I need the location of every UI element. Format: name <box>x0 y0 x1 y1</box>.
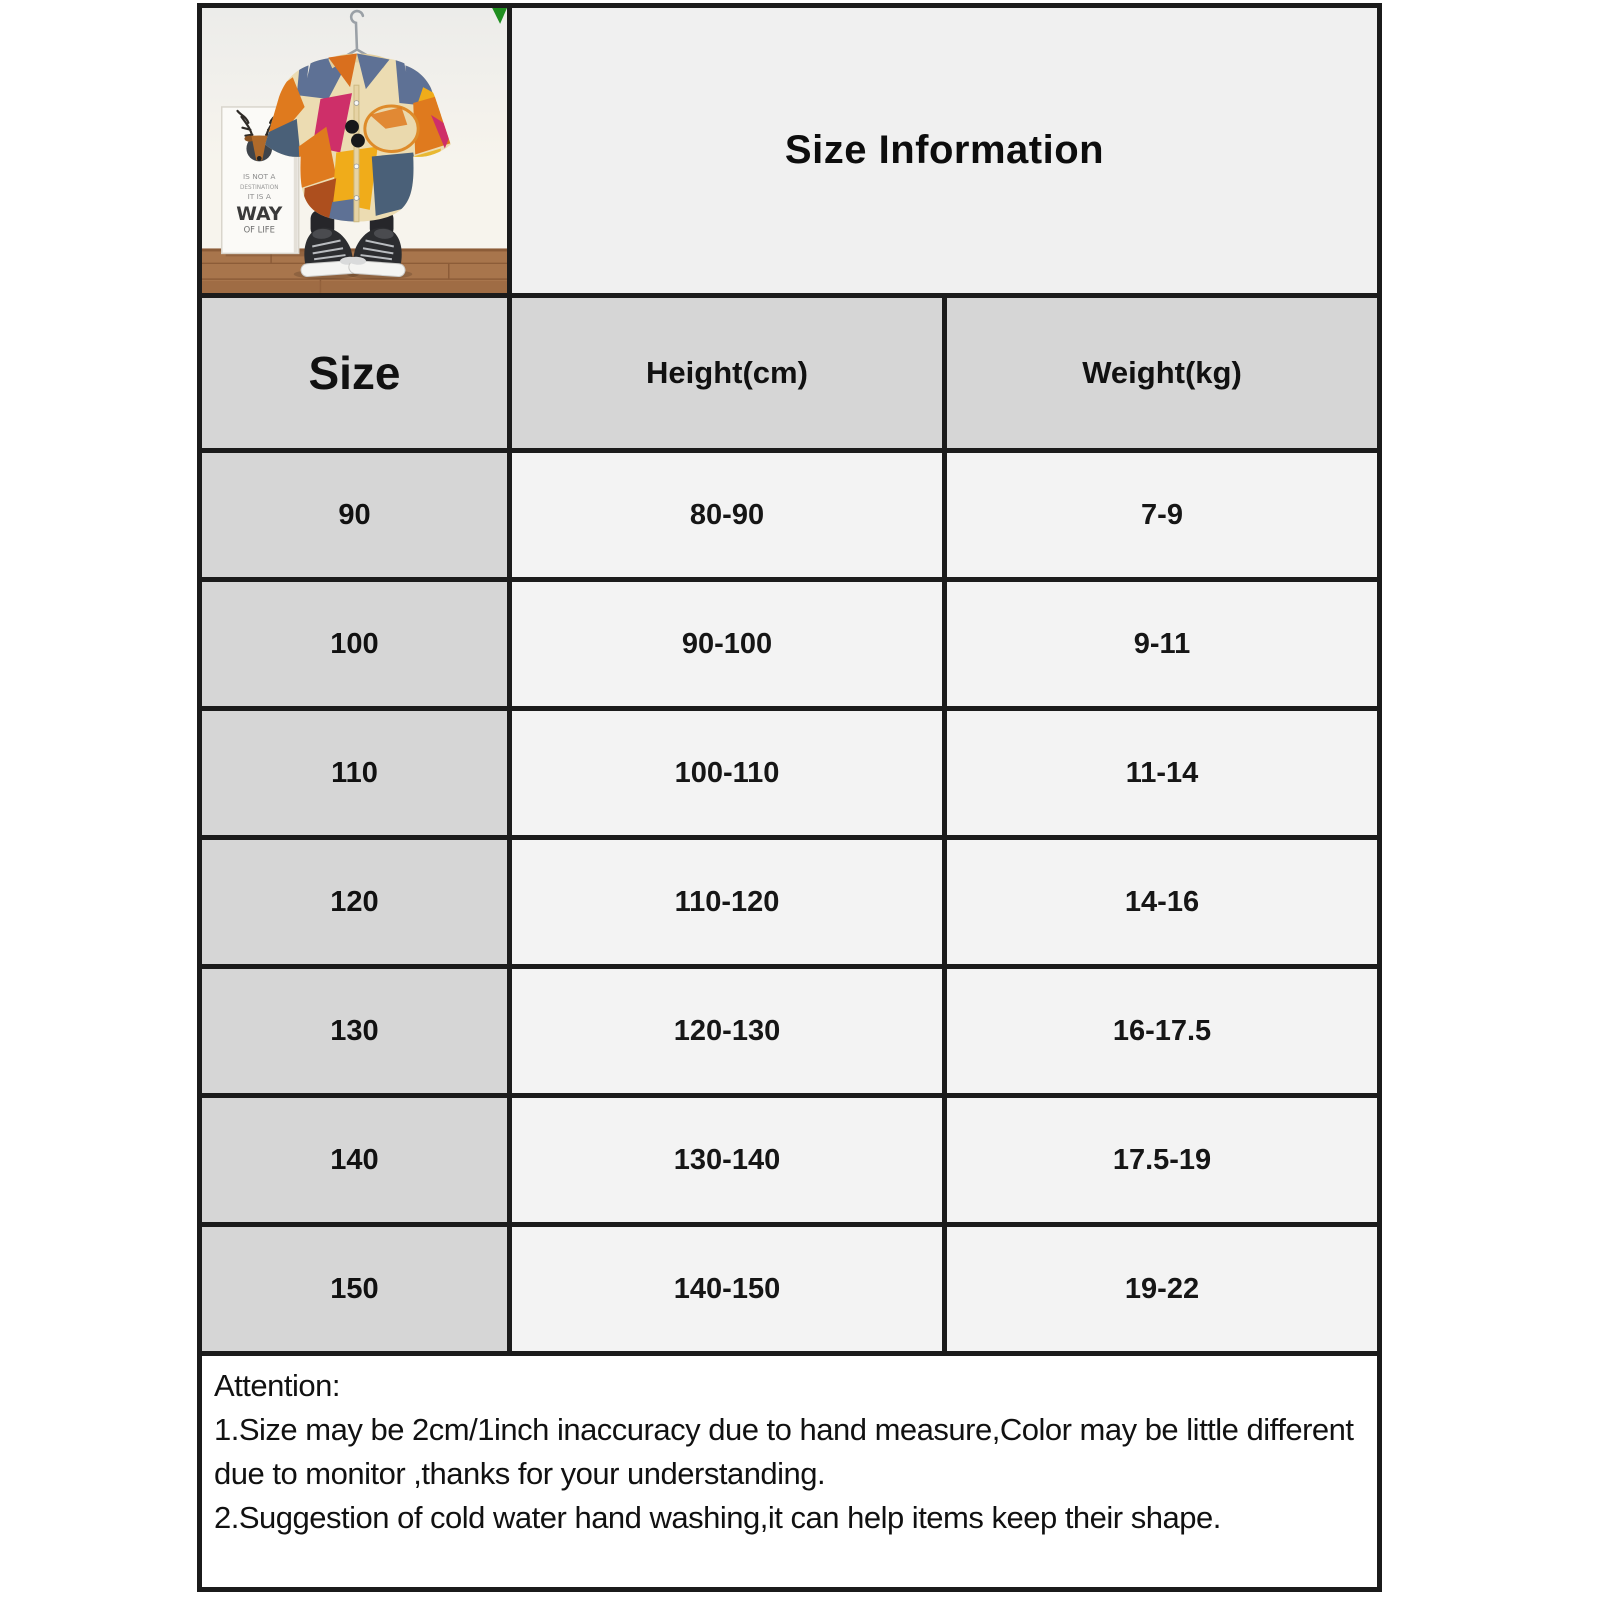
weight-value: 16-17.5 <box>947 969 1377 1093</box>
sign-text-line: IT IS A <box>247 191 271 201</box>
column-header-size: Size <box>202 298 507 448</box>
height-value: 100-110 <box>512 711 942 835</box>
column-header-height: Height(cm) <box>512 298 942 448</box>
height-value: 110-120 <box>512 840 942 964</box>
size-chart-sheet <box>197 3 1382 1592</box>
weight-value: 11-14 <box>947 711 1377 835</box>
size-information-header <box>512 8 1377 293</box>
height-value: 140-150 <box>512 1227 942 1351</box>
height-value: 80-90 <box>512 453 942 577</box>
size-value: 140 <box>202 1098 507 1222</box>
column-header-weight: Weight(kg) <box>947 298 1377 448</box>
size-value: 120 <box>202 840 507 964</box>
sign-text-line: IS NOT A <box>242 172 276 182</box>
height-value: 90-100 <box>512 582 942 706</box>
size-value: 130 <box>202 969 507 1093</box>
attention-line-1: 1.Size may be 2cm/1inch inaccuracy due to hand measure,Color may be little different due to monitor ,thanks for your understanding. <box>214 1412 1354 1491</box>
weight-value: 17.5-19 <box>947 1098 1377 1222</box>
sign-text-line: OF LIFE <box>243 224 275 235</box>
attention-section <box>202 1356 1377 1587</box>
height-value: 130-140 <box>512 1098 942 1222</box>
weight-value: 19-22 <box>947 1227 1377 1351</box>
product-photo-graphic <box>202 8 507 293</box>
size-value: 110 <box>202 711 507 835</box>
weight-value: 14-16 <box>947 840 1377 964</box>
weight-value: 7-9 <box>947 453 1377 577</box>
sign-text-line: WAY <box>236 203 283 225</box>
attention-line-2: 2.Suggestion of cold water hand washing,it can help items keep their shape. <box>214 1500 1221 1535</box>
height-value: 120-130 <box>512 969 942 1093</box>
product-photo <box>202 8 507 293</box>
weight-value: 9-11 <box>947 582 1377 706</box>
page-title: Size Information <box>784 128 1105 172</box>
sign-text-line: DESTINATION <box>240 185 279 192</box>
attention-heading: Attention: <box>214 1368 340 1403</box>
size-value: 100 <box>202 582 507 706</box>
size-value: 90 <box>202 453 507 577</box>
size-value: 150 <box>202 1227 507 1351</box>
